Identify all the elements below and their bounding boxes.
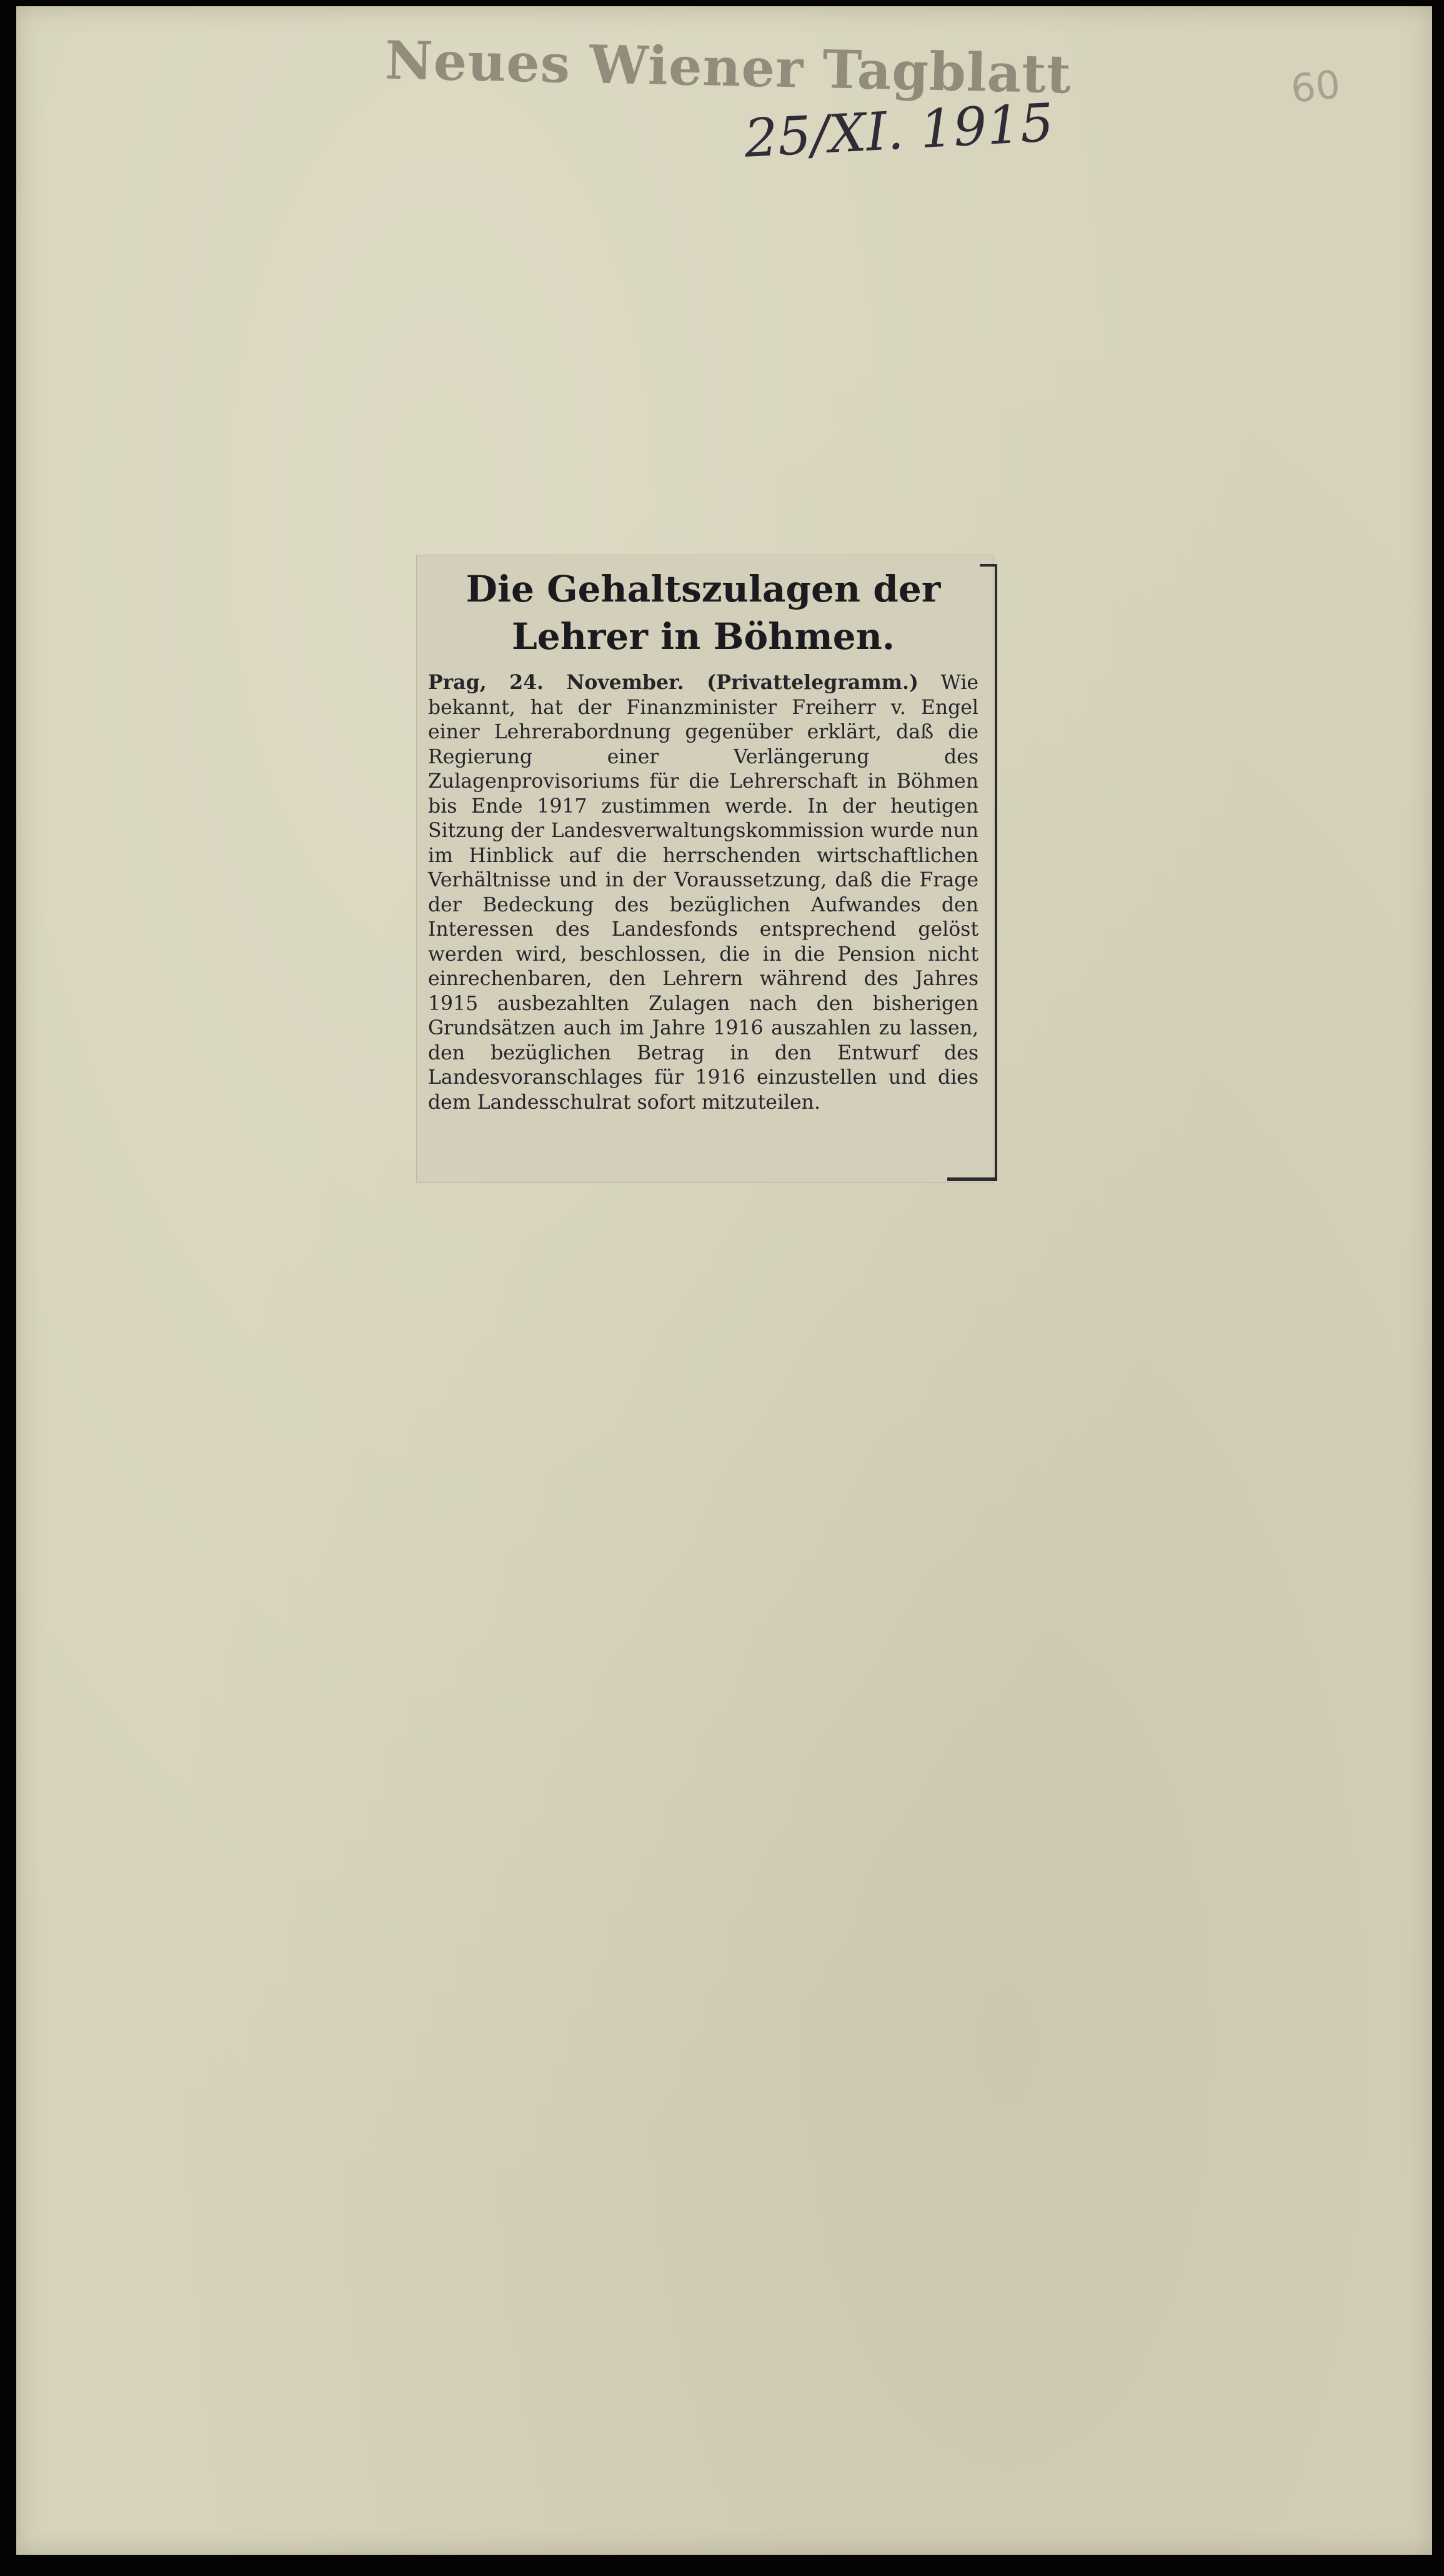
article-headline: Die Gehaltszulagen der Lehrer in Böhmen. (466, 568, 941, 658)
article-body (428, 670, 978, 1115)
clipping-border-mark (947, 1177, 997, 1181)
archive-sheet (16, 6, 1432, 2555)
newspaper-clipping (416, 555, 994, 1183)
article-text: Wie bekannt, hat der Finanzminister Freiherr v. Engel einer Lehrerabordnung gegenüber erklärt, daß die Regierung einer Verlängerung des Zulagenprovisoriums für die Lehrerschaft in Böhmen bis Ende 1917 zustimmen werde. In der heutigen Sitzung der Landesverwaltungskommission wurde nun im Hinblick auf die herrschenden wirtschaftlichen Verhältnisse und in der Voraussetzung, daß die Frage der Bedeckung des bezüglichen Aufwandes den Interessen des Landesfonds entsprechend gelöst werden wird, beschlossen, die in die Pension nicht einrechenbaren, den Lehrern während des Jahres 1915 ausbezahlten Zulagen nach den bisherigen Grundsätzen auch im Jahre 1916 auszahlen zu lassen, den bezüglichen Betrag in den Entwurf des Landesvoranschlages für 1916 einzustellen und dies dem Landesschulrat sofort mitzuteilen. (428, 671, 978, 1114)
page-number: 60 (1288, 61, 1343, 112)
clipping-border-line (995, 567, 997, 1180)
article-dateline: Prag, 24. November. (Privattelegramm.) (428, 671, 919, 694)
newspaper-name-stamp: Neues Wiener Tagblatt (384, 29, 1072, 106)
handwritten-date: 25/XI. 1915 (742, 92, 1055, 169)
